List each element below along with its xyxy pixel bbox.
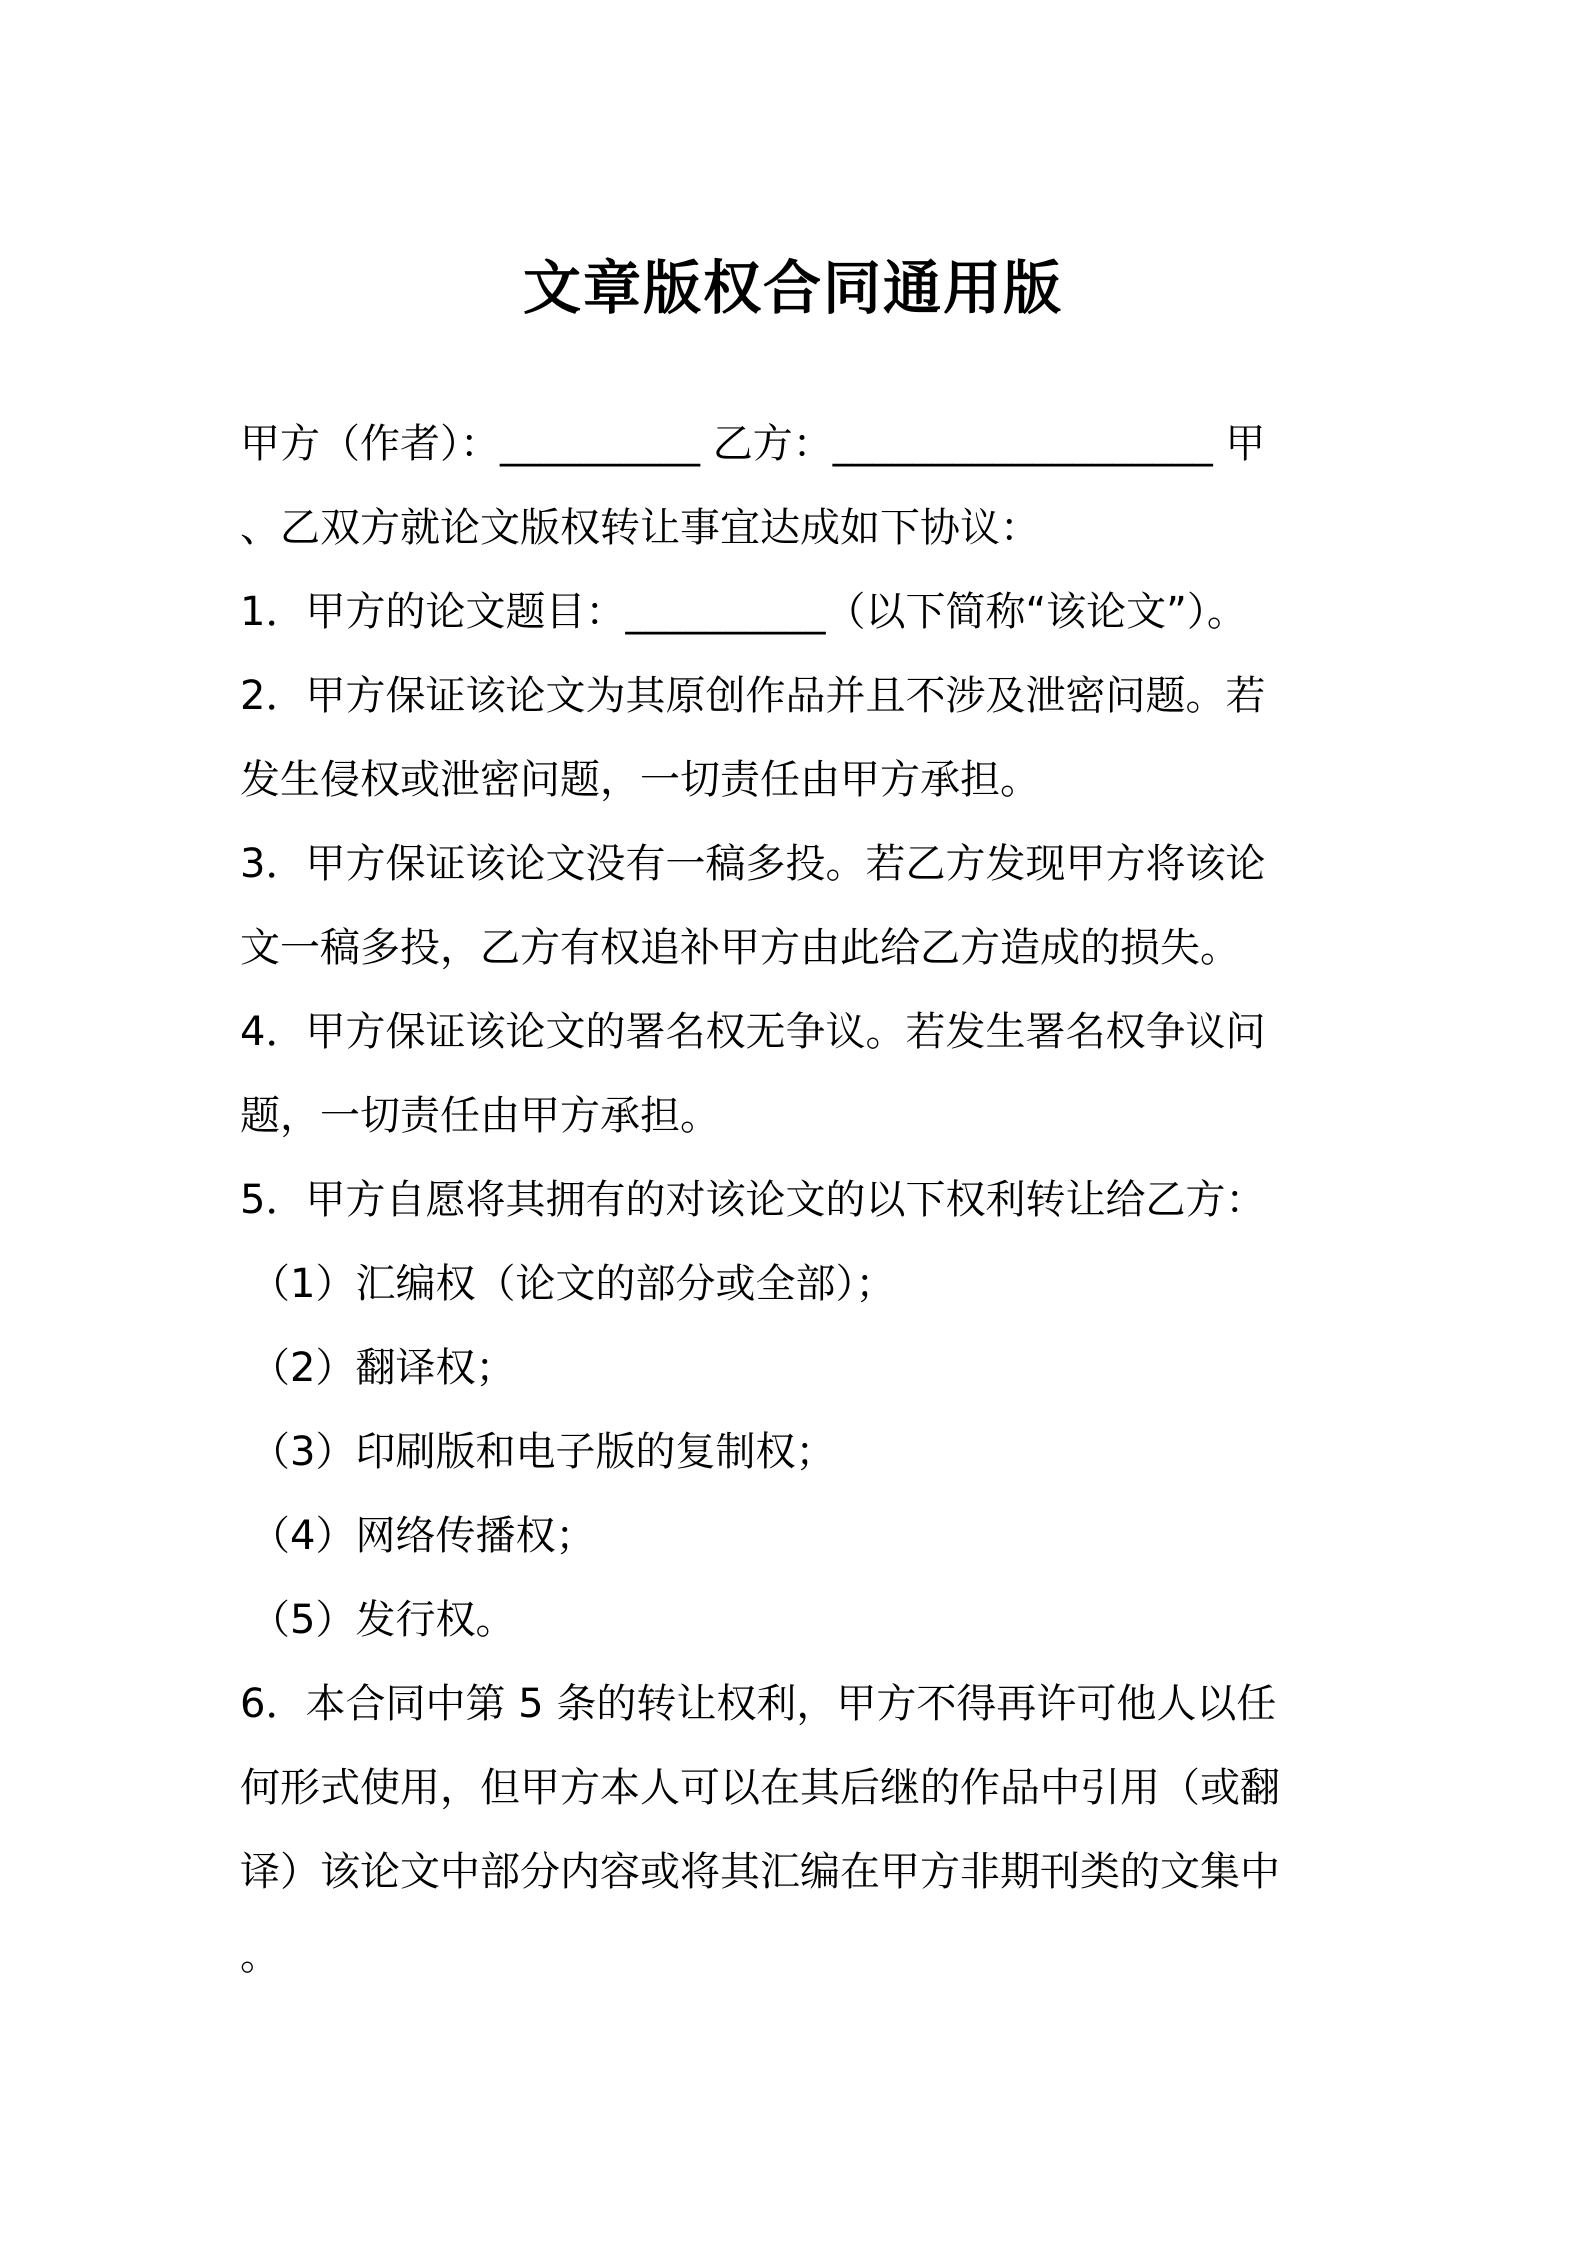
text-line: 1．甲方的论文题目：__________（以下简称“该论文”）。 [240, 589, 1247, 635]
text-line: 6．本合同中第 5 条的转让权利，甲方不得再许可他人以任 [240, 1681, 1277, 1727]
text-line: 3．甲方保证该论文没有一稿多投。若乙方发现甲方将该论 [240, 841, 1266, 887]
text-line: 题，一切责任由甲方承担。 [240, 1093, 720, 1139]
document-title: 文章版权合同通用版 [522, 254, 1063, 322]
text-line: 甲方（作者）：__________ 乙方：___________________ 甲 [240, 421, 1266, 467]
list-item: （4）网络传播权； [250, 1513, 596, 1559]
text-line: 2．甲方保证该论文为其原创作品并且不涉及泄密问题。若 [240, 673, 1266, 719]
text-line: 5．甲方自愿将其拥有的对该论文的以下权利转让给乙方： [240, 1177, 1266, 1223]
list-item: （3）印刷版和电子版的复制权； [250, 1429, 836, 1475]
text-line: 发生侵权或泄密问题，一切责任由甲方承担。 [240, 757, 1040, 803]
document-body [240, 402, 1360, 1998]
list-item: （5）发行权。 [250, 1597, 516, 1643]
list-item: （2）翻译权； [250, 1345, 516, 1391]
text-line: 何形式使用，但甲方本人可以在其后继的作品中引用（或翻 [240, 1765, 1280, 1811]
text-line: 4．甲方保证该论文的署名权无争议。若发生署名权争议问 [240, 1009, 1266, 1055]
text-line: 。 [240, 1933, 280, 1979]
list-item: （1）汇编权（论文的部分或全部）； [250, 1261, 896, 1307]
text-line: 文一稿多投，乙方有权追补甲方由此给乙方造成的损失。 [240, 925, 1240, 971]
text-line: 、乙双方就论文版权转让事宜达成如下协议： [240, 505, 1040, 551]
text-line: 译）该论文中部分内容或将其汇编在甲方非期刊类的文集中 [240, 1849, 1280, 1895]
